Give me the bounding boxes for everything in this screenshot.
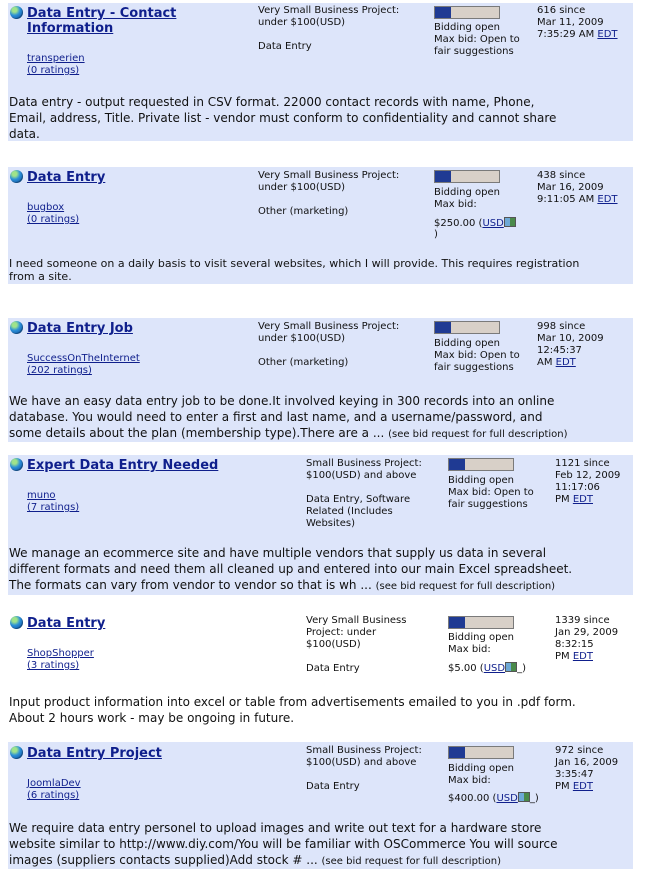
posted-ampm-value: PM bbox=[555, 494, 570, 505]
max-bid-close: _) bbox=[517, 663, 526, 674]
globe-icon bbox=[10, 6, 23, 19]
description-text: images (suppliers contacts supplied)Add stock # ... bbox=[9, 853, 322, 867]
posted-ampm bbox=[555, 494, 593, 506]
project-category: Other (marketing) bbox=[258, 206, 349, 217]
currency-link[interactable]: USD bbox=[483, 663, 506, 674]
see-full-description: (see bid request for full description) bbox=[321, 856, 501, 867]
listing-1 bbox=[8, 3, 633, 141]
buyer-ratings-link[interactable]: (0 ratings) bbox=[27, 214, 80, 225]
posted-date: Feb 12, 2009 bbox=[555, 470, 621, 481]
timezone-link[interactable]: EDT bbox=[597, 29, 618, 40]
posted-date: Mar 16, 2009 bbox=[537, 182, 604, 193]
max-bid: Max bid: Open to bbox=[434, 34, 520, 45]
bid-status: Bidding open bbox=[434, 187, 500, 198]
listing-description: We manage an ecommerce site and have multiple vendors that supply us data in several bbox=[9, 546, 547, 560]
posted-time: 11:17:06 bbox=[555, 482, 600, 493]
project-type: Very Small Business Project: bbox=[258, 5, 400, 16]
posted-since: 616 since bbox=[537, 5, 586, 16]
bid-progress-bar bbox=[434, 6, 500, 19]
listing-title-link[interactable]: Data Entry Project bbox=[27, 746, 162, 761]
currency-link[interactable]: USD bbox=[496, 793, 518, 804]
listing-title-link[interactable]: Data Entry bbox=[27, 616, 106, 631]
bid-status: Bidding open bbox=[434, 22, 500, 33]
posted-since: 1121 since bbox=[555, 458, 610, 469]
max-bid-amount bbox=[434, 217, 516, 230]
project-type: Project: under bbox=[306, 627, 377, 638]
buyer-username-link[interactable]: ShopShopper bbox=[27, 648, 94, 659]
timezone-link[interactable]: EDT bbox=[555, 357, 576, 368]
listing-description: Data entry - output requested in CSV format. 22000 contact records with name, Phone, bbox=[9, 95, 535, 109]
listing-description bbox=[9, 425, 568, 443]
project-type: Very Small Business Project: bbox=[258, 321, 400, 332]
posted-ampm bbox=[537, 357, 576, 369]
project-type: under $100(USD) bbox=[258, 17, 346, 28]
max-bid-close: _) bbox=[529, 793, 539, 804]
buyer-username-link[interactable]: SuccessOnTheInternet bbox=[27, 353, 140, 364]
project-type: Very Small Business bbox=[306, 615, 407, 626]
listing-description: different formats and need them all cleaned up and entered into our main Excel spreadsheet. bbox=[9, 562, 573, 576]
posted-time: 3:35:47 bbox=[555, 769, 594, 780]
bid-progress-bar bbox=[434, 170, 500, 183]
buyer-ratings-link[interactable]: (7 ratings) bbox=[27, 502, 80, 513]
bid-status: Bidding open bbox=[448, 763, 514, 774]
listing-description bbox=[9, 852, 501, 870]
posted-ampm bbox=[555, 651, 593, 663]
listing-6 bbox=[8, 742, 633, 869]
project-type: under $100(USD) bbox=[258, 182, 346, 193]
posted-time-value: 7:35:29 AM bbox=[537, 29, 595, 40]
project-category: Data Entry bbox=[306, 781, 360, 792]
posted-ampm-value: PM bbox=[555, 781, 570, 792]
listing-2 bbox=[8, 167, 633, 284]
listing-description: from a site. bbox=[9, 270, 72, 283]
listing-description: Input product information into excel or table from advertisements emailed to you in .pdf form. bbox=[9, 695, 576, 709]
listing-description: About 2 hours work - may be ongoing in future. bbox=[9, 711, 295, 725]
bid-status: Bidding open bbox=[434, 338, 500, 349]
listing-description bbox=[9, 577, 555, 595]
max-bid-value: $5.00 ( bbox=[448, 663, 484, 674]
listing-description: Email, address, Title. Private list - vendor must conform to confidentiality and cannot share bbox=[9, 111, 557, 125]
posted-date: Jan 16, 2009 bbox=[555, 757, 619, 768]
listing-5 bbox=[8, 612, 633, 727]
listing-description: I need someone on a daily basis to visit several websites, which I will provide. This requires registration bbox=[9, 257, 580, 270]
project-type: $100(USD) and above bbox=[306, 757, 417, 768]
listing-description: website similar to http://www.diy.com/You will be familiar with OSCommerce You will source bbox=[9, 837, 558, 851]
listing-description: We require data entry personel to upload images and write out text for a hardware store bbox=[9, 821, 542, 835]
max-bid: fair suggestions bbox=[434, 46, 514, 57]
posted-ampm bbox=[555, 781, 593, 793]
project-category: Data Entry bbox=[306, 663, 360, 674]
max-bid-value: $400.00 ( bbox=[448, 793, 497, 804]
listing-description: database. You would need to enter a first and last name, and a username/password, and bbox=[9, 410, 543, 424]
timezone-link[interactable]: EDT bbox=[572, 781, 593, 792]
posted-since: 438 since bbox=[537, 170, 586, 181]
project-type: $100(USD) bbox=[306, 639, 361, 650]
project-type: Very Small Business Project: bbox=[258, 170, 400, 181]
currency-converter-icon[interactable] bbox=[518, 792, 530, 802]
description-text: some details about the plan (membership type).There are a ... bbox=[9, 426, 389, 440]
posted-ampm-value: PM bbox=[555, 651, 570, 662]
max-bid: fair suggestions bbox=[434, 362, 514, 373]
listing-title-link[interactable]: Data Entry - Contact bbox=[27, 6, 177, 21]
project-category: Websites) bbox=[306, 518, 355, 529]
listing-title-link[interactable]: Information bbox=[27, 21, 114, 36]
bid-status: Bidding open bbox=[448, 475, 514, 486]
currency-link[interactable]: USD bbox=[482, 218, 504, 229]
listing-title-link[interactable]: Data Entry bbox=[27, 170, 106, 185]
bid-progress-bar bbox=[448, 458, 514, 471]
listing-description: data. bbox=[9, 127, 40, 141]
see-full-description: (see bid request for full description) bbox=[388, 429, 568, 440]
globe-icon bbox=[10, 616, 23, 629]
bid-progress-bar bbox=[448, 746, 514, 759]
buyer-username-link[interactable]: transperien bbox=[27, 53, 85, 64]
posted-date: Mar 11, 2009 bbox=[537, 17, 604, 28]
posted-time bbox=[537, 194, 618, 206]
listing-4 bbox=[8, 455, 633, 595]
timezone-link[interactable]: EDT bbox=[572, 494, 593, 505]
posted-time: 8:32:15 bbox=[555, 639, 594, 650]
posted-time bbox=[537, 29, 618, 41]
bid-progress-bar bbox=[434, 321, 500, 334]
posted-time: 12:45:37 bbox=[537, 345, 582, 356]
project-category: Data Entry, Software bbox=[306, 494, 411, 505]
globe-icon bbox=[10, 746, 23, 759]
posted-since: 1339 since bbox=[555, 615, 610, 626]
buyer-username-link[interactable]: muno bbox=[27, 490, 56, 501]
listing-title-link[interactable]: Expert Data Entry Needed bbox=[27, 458, 219, 473]
buyer-ratings-link[interactable]: (0 ratings) bbox=[27, 65, 80, 76]
posted-date: Mar 10, 2009 bbox=[537, 333, 604, 344]
listing-description: We have an easy data entry job to be done.It involved keying in 300 records into an online bbox=[9, 394, 555, 408]
bid-progress-bar bbox=[448, 616, 514, 629]
currency-converter-icon[interactable] bbox=[504, 217, 516, 227]
posted-ampm-value: AM bbox=[537, 357, 553, 368]
globe-icon bbox=[10, 458, 23, 471]
max-bid: fair suggestions bbox=[448, 499, 528, 510]
project-type: under $100(USD) bbox=[258, 333, 346, 344]
posted-since: 998 since bbox=[537, 321, 586, 332]
buyer-ratings-link[interactable]: (6 ratings) bbox=[27, 790, 80, 801]
max-bid: Max bid: Open to bbox=[448, 487, 534, 498]
buyer-username-link[interactable]: bugbox bbox=[27, 202, 65, 213]
max-bid: Max bid: Open to bbox=[434, 350, 520, 361]
description-text: The formats can vary from vendor to vendor so that is wh ... bbox=[9, 578, 376, 592]
max-bid: Max bid: bbox=[448, 644, 491, 655]
project-category: Other (marketing) bbox=[258, 357, 349, 368]
project-category: Related (Includes bbox=[306, 506, 393, 517]
listing-3 bbox=[8, 318, 633, 442]
max-bid: Max bid: bbox=[448, 775, 491, 786]
see-full-description: (see bid request for full description) bbox=[375, 581, 556, 592]
posted-since: 972 since bbox=[555, 745, 604, 756]
timezone-link[interactable]: EDT bbox=[597, 194, 618, 205]
max-bid-amount bbox=[448, 662, 526, 675]
posted-date: Jan 29, 2009 bbox=[555, 627, 619, 638]
buyer-username-link[interactable]: JoomlaDev bbox=[27, 778, 81, 789]
buyer-ratings-link[interactable]: (202 ratings) bbox=[27, 365, 92, 376]
bid-status: Bidding open bbox=[448, 632, 514, 643]
currency-converter-icon[interactable] bbox=[505, 662, 517, 672]
max-bid-close: ) bbox=[434, 229, 438, 240]
max-bid-amount bbox=[448, 792, 539, 805]
timezone-link[interactable]: EDT bbox=[572, 651, 593, 662]
project-type: Small Business Project: bbox=[306, 745, 422, 756]
project-category: Data Entry bbox=[258, 41, 312, 52]
max-bid: Max bid: bbox=[434, 199, 477, 210]
posted-time-value: 9:11:05 AM bbox=[537, 194, 595, 205]
buyer-ratings-link[interactable]: (3 ratings) bbox=[27, 660, 80, 671]
max-bid-value: $250.00 ( bbox=[434, 218, 483, 229]
listing-title-link[interactable]: Data Entry Job bbox=[27, 321, 133, 336]
project-type: Small Business Project: bbox=[306, 458, 422, 469]
globe-icon bbox=[10, 170, 23, 183]
project-type: $100(USD) and above bbox=[306, 470, 417, 481]
globe-icon bbox=[10, 321, 23, 334]
